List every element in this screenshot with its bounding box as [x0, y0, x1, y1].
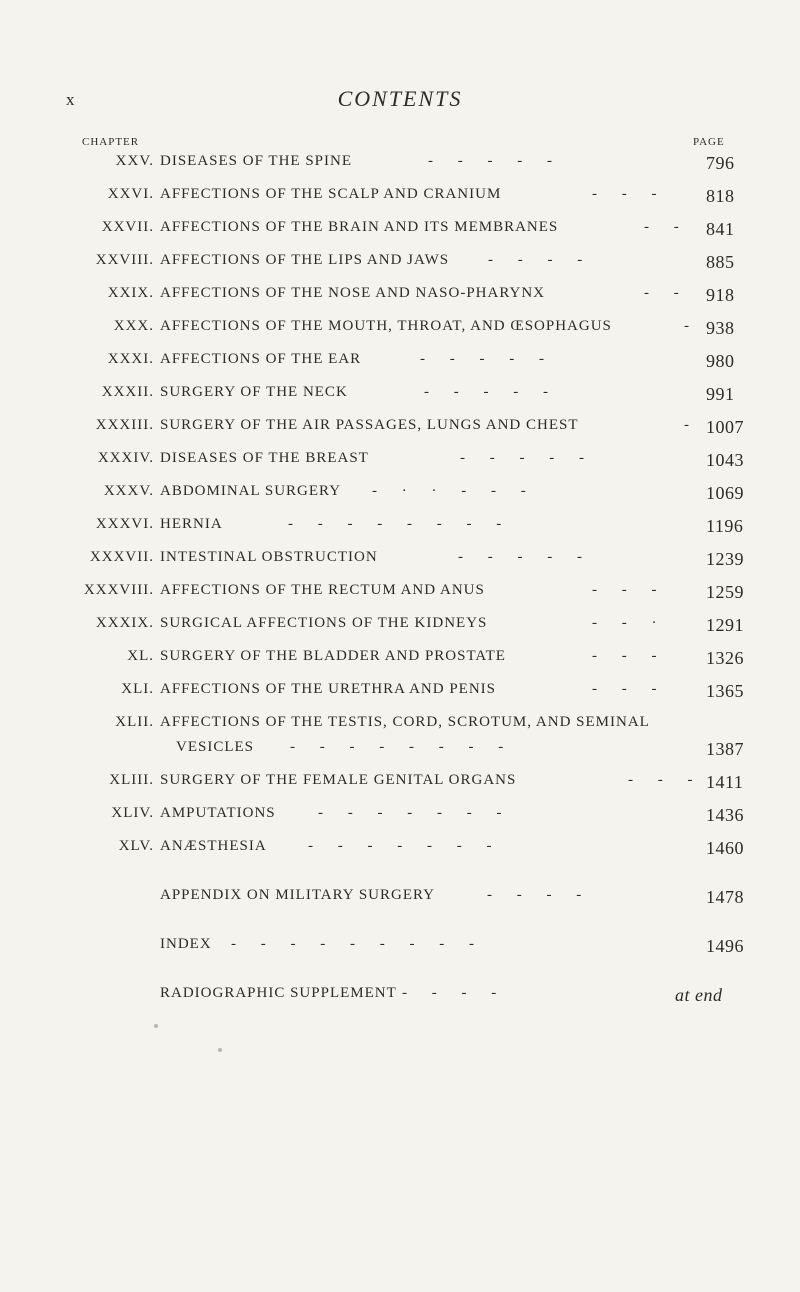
dot-leader: - - - - - - - [308, 838, 493, 854]
dot-leader: - - - - - - - - [290, 739, 505, 755]
page-number: 1196 [706, 516, 744, 536]
running-title: CONTENTS [337, 86, 463, 111]
chapter-numeral: XXXIII. [95, 417, 154, 433]
page-number: 1460 [706, 838, 744, 858]
chapter-numeral: XXIX. [107, 285, 154, 301]
chapter-numeral: XLII. [115, 714, 154, 730]
chapter-title: AFFECTIONS OF THE URETHRA AND PENIS [160, 681, 497, 697]
chapter-title: DISEASES OF THE SPINE [160, 153, 352, 169]
chapter-title: AFFECTIONS OF THE EAR [160, 351, 362, 367]
page-number: 991 [706, 384, 735, 404]
page-number: 1069 [706, 483, 744, 503]
chapter-title: INTESTINAL OBSTRUCTION [160, 549, 378, 565]
chapter-title: AFFECTIONS OF THE NOSE AND NASO-PHARYNX [160, 285, 546, 301]
page-number: 1007 [706, 417, 744, 437]
chapter-title: SURGERY OF THE FEMALE GENITAL ORGANS [160, 772, 517, 788]
chapter-title: DISEASES OF THE BREAST [160, 450, 369, 466]
chapter-numeral: XXXVII. [89, 549, 154, 565]
dot-leader: - - - - - - - [318, 805, 503, 821]
dot-leader: - - - - - [458, 549, 583, 565]
chapter-title: AFFECTIONS OF THE LIPS AND JAWS [160, 252, 450, 268]
paper-speck [154, 1024, 158, 1028]
page-reference: at end [675, 985, 723, 1005]
page-number: 1478 [706, 887, 744, 907]
chapter-numeral: XLIV. [111, 805, 154, 821]
chapter-numeral: XL. [127, 648, 154, 664]
page-number: 1436 [706, 805, 744, 825]
page-number: 980 [706, 351, 735, 371]
dot-leader: - - · [592, 615, 658, 631]
paper-speck [218, 1048, 222, 1052]
page-number: 1291 [706, 615, 744, 635]
dot-leader: - - - - - [460, 450, 585, 466]
page-number: 918 [706, 285, 735, 305]
column-headings [0, 136, 800, 154]
dot-leader: - - [644, 219, 680, 235]
chapter-numeral: XLV. [118, 838, 154, 854]
chapter-numeral: XLIII. [109, 772, 154, 788]
page-number: 1496 [706, 936, 744, 956]
dot-leader: - - - - - [428, 153, 553, 169]
page-number: 841 [706, 219, 735, 239]
chapter-title: SURGERY OF THE NECK [160, 384, 348, 400]
dot-leader: - - - [592, 186, 658, 202]
chapter-numeral: XXXV. [103, 483, 154, 499]
page-number: 1259 [706, 582, 744, 602]
chapter-title: AFFECTIONS OF THE TESTIS, CORD, SCROTUM, AND SEMINAL [160, 714, 650, 730]
page-number: 885 [706, 252, 735, 272]
chapter-title: AMPUTATIONS [160, 805, 276, 821]
chapter-numeral: XXX. [113, 318, 154, 334]
chapter-numeral: XXVIII. [95, 252, 154, 268]
dot-leader: - - - - - [424, 384, 549, 400]
chapter-title: ANÆSTHESIA [160, 838, 267, 854]
chapter-title: AFFECTIONS OF THE RECTUM AND ANUS [160, 582, 485, 598]
dot-leader: - - - [628, 772, 694, 788]
chapter-column-heading: CHAPTER [82, 136, 140, 148]
index-title: INDEX [160, 936, 212, 952]
dot-leader: - - - - [487, 887, 583, 903]
chapter-numeral: XXXIX. [95, 615, 154, 631]
chapter-numeral: XXXI. [107, 351, 154, 367]
dot-leader: - - - - - [420, 351, 545, 367]
page-number: x [66, 90, 76, 109]
chapter-title: HERNIA [160, 516, 223, 532]
dot-leader: - [684, 318, 690, 334]
chapter-title: ABDOMINAL SURGERY [160, 483, 342, 499]
page-number: 1239 [706, 549, 744, 569]
dot-leader: - - - - - - - - - [231, 936, 475, 952]
dot-leader: - [684, 417, 690, 433]
chapter-numeral: XXXVIII. [83, 582, 154, 598]
chapter-numeral: XXVI. [107, 186, 154, 202]
chapter-numeral: XXXIV. [97, 450, 154, 466]
page-header [0, 86, 800, 116]
page-number: 1387 [706, 739, 744, 759]
dot-leader: - - - [592, 681, 658, 697]
page-column-heading: PAGE [693, 136, 725, 148]
chapter-title: SURGERY OF THE AIR PASSAGES, LUNGS AND CHEST [160, 417, 579, 433]
chapter-title: AFFECTIONS OF THE BRAIN AND ITS MEMBRANES [160, 219, 559, 235]
chapter-numeral: XXXVI. [95, 516, 154, 532]
dot-leader: - - - [592, 582, 658, 598]
chapter-title: AFFECTIONS OF THE SCALP AND CRANIUM [160, 186, 502, 202]
page-number: 796 [706, 153, 735, 173]
dot-leader: - - - [592, 648, 658, 664]
page-number: 1411 [706, 772, 744, 792]
chapter-numeral: XXVII. [101, 219, 154, 235]
chapter-numeral: XXV. [115, 153, 154, 169]
page-number: 1326 [706, 648, 744, 668]
page-number: 1043 [706, 450, 744, 470]
chapter-title-continued: VESICLES [176, 739, 255, 755]
page-number: 938 [706, 318, 735, 338]
page-number: 818 [706, 186, 735, 206]
dot-leader: - - - - - - - - [288, 516, 503, 532]
appendix-title: APPENDIX ON MILITARY SURGERY [160, 887, 436, 903]
chapter-numeral: XXXII. [101, 384, 154, 400]
chapter-numeral: XLI. [121, 681, 154, 697]
dot-leader: - · · - - - [372, 483, 527, 499]
chapter-title: SURGICAL AFFECTIONS OF THE KIDNEYS [160, 615, 488, 631]
page-number: 1365 [706, 681, 744, 701]
chapter-title: AFFECTIONS OF THE MOUTH, THROAT, AND ŒSOPHAGUS [160, 318, 612, 334]
chapter-title: SURGERY OF THE BLADDER AND PROSTATE [160, 648, 506, 664]
dot-leader: - - [644, 285, 680, 301]
dot-leader: - - - - [488, 252, 584, 268]
supplement-title: RADIOGRAPHIC SUPPLEMENT [160, 985, 397, 1001]
dot-leader: - - - - [402, 985, 498, 1001]
